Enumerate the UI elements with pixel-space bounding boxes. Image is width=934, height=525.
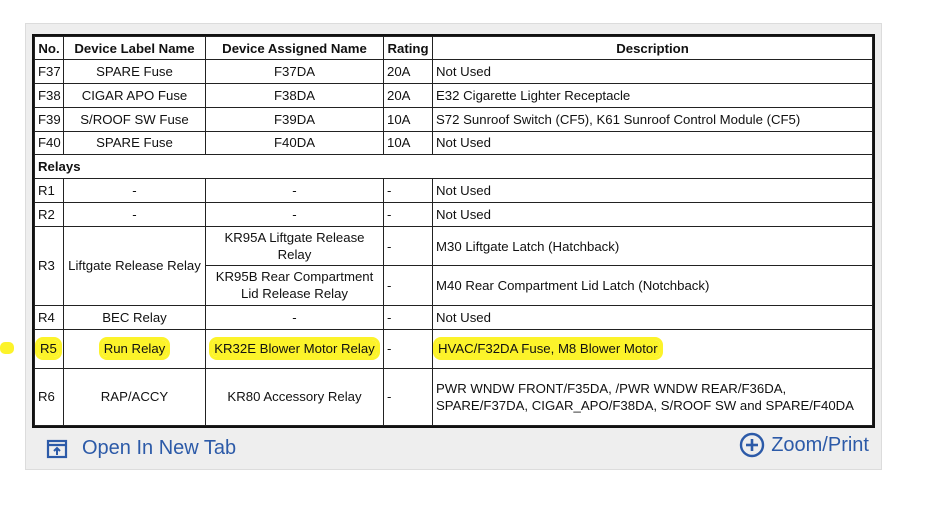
cell-no: F38 xyxy=(35,83,64,107)
open-in-new-tab-label: Open In New Tab xyxy=(82,437,237,459)
cell-no: R2 xyxy=(35,203,64,227)
highlighted-text: Run Relay xyxy=(103,341,166,357)
cell-description: PWR WNDW FRONT/F35DA, /PWR WNDW REAR/F36DA, SPARE/F37DA, CIGAR_APO/F38DA, S/ROOF SW and SPARE/F40DA xyxy=(433,368,873,425)
open-in-new-tab-link[interactable] xyxy=(46,437,236,460)
table-row xyxy=(35,305,873,329)
table-row xyxy=(35,107,873,131)
cell-description: M40 Rear Compartment Lid Latch (Notchback) xyxy=(433,266,873,305)
highlighted-text: KR32E Blower Motor Relay xyxy=(214,341,375,357)
highlight-margin-mark xyxy=(0,342,14,354)
cell-rating: 20A xyxy=(384,60,433,84)
cell-assigned: F39DA xyxy=(206,107,384,131)
cell-description: Not Used xyxy=(433,131,873,155)
cell-label: S/ROOF SW Fuse xyxy=(64,107,206,131)
table-row xyxy=(35,368,873,425)
cell-rating: - xyxy=(384,226,433,265)
cell-rating: 20A xyxy=(384,83,433,107)
cell-label: Liftgate Release Relay xyxy=(64,226,206,305)
open-new-tab-icon xyxy=(46,439,68,459)
cell-label: BEC Relay xyxy=(64,305,206,329)
cell-assigned: - xyxy=(206,179,384,203)
cell-assigned: KR95A Liftgate Release Relay xyxy=(206,226,384,265)
cell-label: CIGAR APO Fuse xyxy=(64,83,206,107)
cell-description: Not Used xyxy=(433,305,873,329)
cell-rating: 10A xyxy=(384,107,433,131)
cell-assigned: KR95B Rear Compartment Lid Release Relay xyxy=(206,266,384,305)
cell-rating: - xyxy=(384,203,433,227)
relays-section-row xyxy=(35,155,873,179)
fuse-relay-table xyxy=(34,36,873,426)
cell-assigned: KR80 Accessory Relay xyxy=(206,368,384,425)
zoom-print-label: Zoom/Print xyxy=(771,433,869,456)
cell-rating: - xyxy=(384,305,433,329)
cell-rating: 10A xyxy=(384,131,433,155)
zoom-plus-icon xyxy=(739,432,765,458)
cell-assigned: - xyxy=(206,305,384,329)
cell-description: Not Used xyxy=(433,179,873,203)
table-row xyxy=(35,226,873,265)
zoom-print-link[interactable] xyxy=(739,432,869,458)
cell-no: F40 xyxy=(35,131,64,155)
cell-rating: - xyxy=(384,329,433,368)
header-assigned: Device Assigned Name xyxy=(206,37,384,60)
cell-rating: - xyxy=(384,179,433,203)
cell-label: - xyxy=(64,179,206,203)
table-row-highlighted xyxy=(35,329,873,368)
cell-label xyxy=(64,329,206,368)
header-rating: Rating xyxy=(384,37,433,60)
cell-assigned: F37DA xyxy=(206,60,384,84)
fuse-relay-table-container xyxy=(32,34,875,428)
cell-assigned: F38DA xyxy=(206,83,384,107)
cell-label: SPARE Fuse xyxy=(64,60,206,84)
header-label: Device Label Name xyxy=(64,37,206,60)
table-header-row xyxy=(35,37,873,60)
cell-assigned: F40DA xyxy=(206,131,384,155)
cell-no: F39 xyxy=(35,107,64,131)
table-row xyxy=(35,131,873,155)
table-row xyxy=(35,60,873,84)
cell-label: SPARE Fuse xyxy=(64,131,206,155)
cell-no: F37 xyxy=(35,60,64,84)
table-row xyxy=(35,83,873,107)
highlighted-text: R5 xyxy=(40,341,57,357)
cell-no: R1 xyxy=(35,179,64,203)
cell-no: R4 xyxy=(35,305,64,329)
relays-section-heading: Relays xyxy=(35,155,873,179)
highlighted-text: HVAC/F32DA Fuse, M8 Blower Motor xyxy=(438,341,658,357)
cell-description xyxy=(433,329,873,368)
cell-description: Not Used xyxy=(433,203,873,227)
cell-description: Not Used xyxy=(433,60,873,84)
cell-description: E32 Cigarette Lighter Receptacle xyxy=(433,83,873,107)
cell-no: R3 xyxy=(35,226,64,305)
cell-assigned: - xyxy=(206,203,384,227)
header-description: Description xyxy=(433,37,873,60)
header-no: No. xyxy=(35,37,64,60)
cell-no xyxy=(35,329,64,368)
cell-label: RAP/ACCY xyxy=(64,368,206,425)
table-frame xyxy=(25,23,882,470)
cell-rating: - xyxy=(384,266,433,305)
cell-assigned xyxy=(206,329,384,368)
cell-description: S72 Sunroof Switch (CF5), K61 Sunroof Control Module (CF5) xyxy=(433,107,873,131)
cell-label: - xyxy=(64,203,206,227)
cell-rating: - xyxy=(384,368,433,425)
cell-no: R6 xyxy=(35,368,64,425)
cell-description: M30 Liftgate Latch (Hatchback) xyxy=(433,226,873,265)
table-row xyxy=(35,179,873,203)
table-row xyxy=(35,203,873,227)
